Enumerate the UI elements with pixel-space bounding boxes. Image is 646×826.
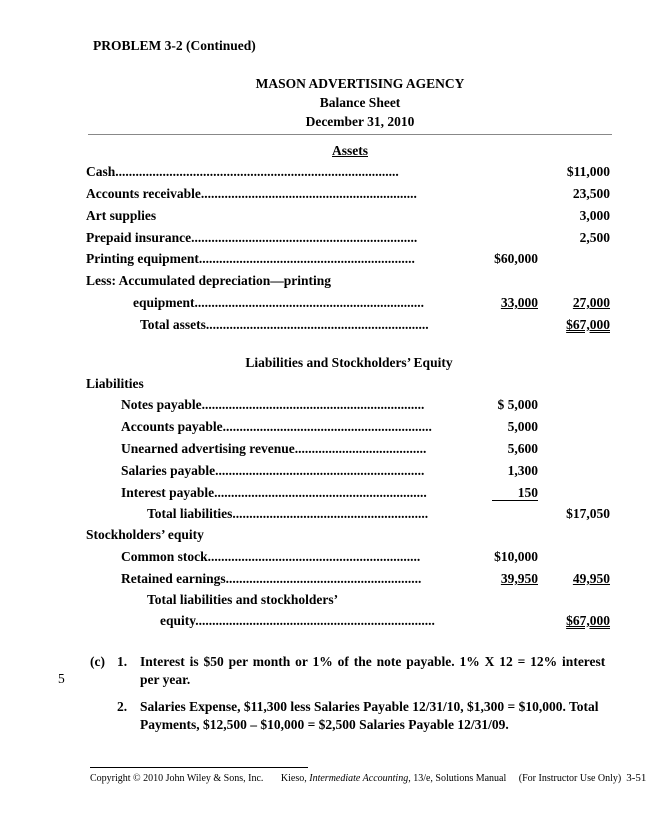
usage-note: (For Instructor Use Only) <box>518 773 622 784</box>
row-label: Common stock............................................................... <box>121 549 421 564</box>
note-text: per year. <box>140 672 191 687</box>
company-name: MASON ADVERTISING AGENCY <box>255 76 465 91</box>
row-label: Total liabilities.......................................................... <box>147 506 429 521</box>
copyright: Copyright © 2010 John Wiley & Sons, Inc. <box>90 773 264 784</box>
total-assets-amount: $67,000 <box>566 317 610 332</box>
statement-date: December 31, 2010 <box>305 114 415 129</box>
amount-col2: 23,500 <box>572 186 610 201</box>
row-label: Salaries payable.............................................................. <box>121 463 425 478</box>
assets-heading: Assets <box>332 143 368 158</box>
amount-col2: 2,500 <box>579 230 610 245</box>
amount-col1: 1,300 <box>507 463 538 478</box>
amount-col1: 33,000 <box>500 295 538 310</box>
amount-col1: 39,950 <box>500 571 538 586</box>
amount-col2: 27,000 <box>572 295 610 310</box>
authors: Kieso, <box>280 773 310 784</box>
row-label: Prepaid insurance................................................................... <box>86 230 418 245</box>
row-label: Accounts payable.............................................................. <box>121 419 432 434</box>
row-label: equity....................................................................... <box>160 613 435 628</box>
amount-col1: 150 <box>492 485 538 501</box>
row-label: Printing equipment................................................................ <box>86 251 415 266</box>
page-number: 3-51 <box>626 772 646 784</box>
row-label: Accounts receivable................................................................ <box>86 186 417 201</box>
note-number: 1. <box>117 654 128 669</box>
amount-col1: $10,000 <box>494 549 538 564</box>
footer-rule <box>90 767 308 768</box>
row-label: Interest payable............................................................... <box>121 485 427 500</box>
header-rule <box>88 134 612 135</box>
row-label: Less: Accumulated depreciation—printing <box>86 273 332 288</box>
liabilities-equity-heading: Liabilities and Stockholders’ Equity <box>245 355 453 370</box>
amount-col1: 5,000 <box>507 419 538 434</box>
margin-number: 5 <box>58 671 65 686</box>
footer <box>90 772 646 784</box>
amount-col1: $60,000 <box>494 251 538 266</box>
total-liab-equity-amount: $67,000 <box>566 613 610 628</box>
note-text: Payments, $12,500 – $10,000 = $2,500 Salaries Payable 12/31/09. <box>140 717 509 732</box>
amount-col1: 5,600 <box>507 441 538 456</box>
amount-col2: 49,950 <box>572 571 610 586</box>
edition: , 13/e, Solutions Manual <box>408 773 507 784</box>
note-number: 2. <box>117 699 128 714</box>
note-text: Interest is $50 per month or 1% of the note payable. 1% X 12 = 12% interest <box>140 654 606 669</box>
statement-name: Balance Sheet <box>319 95 401 110</box>
book-title: Intermediate Accounting <box>309 773 409 784</box>
equity-label: Stockholders’ equity <box>86 527 204 542</box>
amount-col2: 3,000 <box>579 208 610 223</box>
liabilities-label: Liabilities <box>86 376 144 391</box>
row-label: equipment.................................................................... <box>133 295 425 310</box>
row-label: Total liabilities and stockholders’ <box>147 592 339 607</box>
part-label: (c) <box>90 654 105 669</box>
row-label: Notes payable.................................................................. <box>121 397 425 412</box>
amount-col1: $ 5,000 <box>497 397 538 412</box>
amount-col2: $11,000 <box>566 164 610 179</box>
total-liabilities-amount: $17,050 <box>566 506 610 521</box>
row-label: Art supplies <box>86 208 157 223</box>
problem-title: PROBLEM 3-2 (Continued) <box>93 38 256 53</box>
note-text: Salaries Expense, $11,300 less Salaries Payable 12/31/10, $1,300 = $10,000. Total <box>140 699 599 714</box>
row-label: Retained earnings.......................................................... <box>121 571 422 586</box>
row-label: Cash.................................................................................... <box>86 164 399 179</box>
row-label: Total assets.................................................................. <box>140 317 429 332</box>
row-label: Unearned advertising revenue....................................... <box>121 441 427 456</box>
